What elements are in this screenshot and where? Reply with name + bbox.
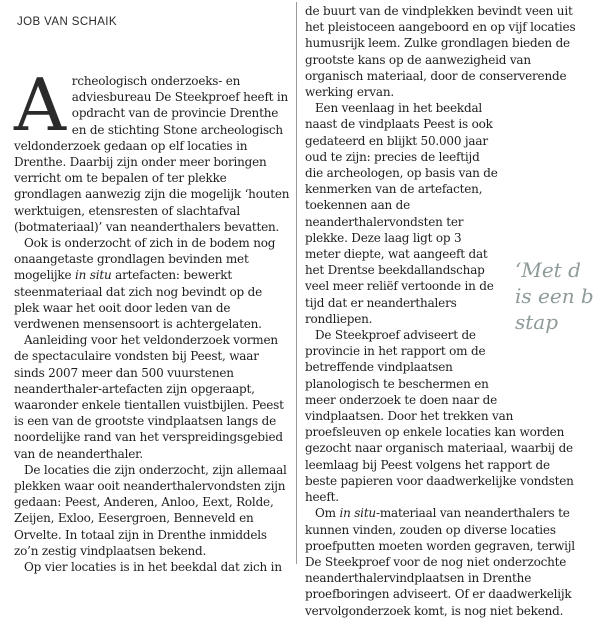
column-divider xyxy=(296,2,297,564)
pull-quote-line: ‘Met d xyxy=(515,258,581,282)
paragraph: Een veenlaag in het beekdal naast de vindplaats Peest is ook gedateerd en blijkt 50.000 jaar oud te zijn: precies de leeftijd die archeologen, op basis van de kenmerken van de artefacten, toekennen aan de neanderthalervondsten ter plekke. Deze laag ligt op 3 meter diepte, wat aangeeft dat het Drentse beekdallandschap veel meer reliëf vertoonde in de tijd dat er neanderthalers rondliepen. xyxy=(305,101,498,326)
pull-quote xyxy=(515,257,595,335)
paragraph: Ook is onderzocht of zich in de bodem nog onaangetaste grondlagen bevinden met mogelijke in situ artefacten: bewerkt steenmateriaal dat zich nog bevindt op de plek waar het ooit door leden van de verdwenen mensensoort is achtergelaten. xyxy=(14,236,276,332)
left-column xyxy=(14,63,290,575)
paragraph: de buurt van de vindplekken bevindt veen uit het pleistoceen aangeboord en op vijf locaties humusrijk leem. Zulke grondlagen bieden de grootste kans op de aanwezigheid van organisch materiaal, door de conserverende werking ervan. xyxy=(305,4,576,100)
paragraph: De locaties die zijn onderzocht, zijn allemaal plekken waar ooit neanderthalervondsten zijn gedaan: Peest, Anderen, Anloo, Eext, Rolde, Zeijen, Exloo, Eesergroen, Benneveld en Orvelte. In totaal zijn in Drenthe inmiddels zo’n zestig vindplaatsen bekend. xyxy=(14,462,287,558)
paragraph: Op vier locaties is in het beekdal dat zich in xyxy=(24,560,282,575)
paragraph: Aanleiding voor het veldonderzoek vormen de spectaculaire vondsten bij Peest, waar sinds 2007 meer dan 500 vuurstenen neanderthaler-artefacten zijn opgeraapt, waaronder enkele tientallen vuistbijlen. Peest is een van de grootste vindplaatsen langs de noordelijke rand van het verspreidingsgebied van de neanderthaler. xyxy=(14,333,284,461)
paragraph: Om in situ-materiaal van neanderthalers te kunnen vinden, zouden op diverse locaties proefputten moeten worden gegraven, terwijl De Steekproef voor de nog niet onderzochte neanderthalervindplaatsen in Drenthe proefboringen adviseert. Of er daadwerkelijk vervolgonderzoek komt, is nog niet bekend. xyxy=(305,506,575,618)
pull-quote-line: stap xyxy=(515,310,559,334)
drop-cap: A xyxy=(14,63,66,147)
byline: JOB VAN SCHAIK xyxy=(17,16,117,28)
paragraph: De Steekproef adviseert de provincie in het rapport om de betreffende vindplaatsen planologisch te beschermen en meer onderzoek te doen naar de vindplaatsen. Door het trekken van proefsleuven op enkele locaties kan worden gezocht naar organisch materiaal, waarbij de leemlaag bij Peest volgens het rapport de beste papieren voor daadwerkelijke vondsten heeft. xyxy=(305,328,574,505)
pull-quote-line: is een b xyxy=(515,284,594,308)
paragraph: rcheologisch onderzoeks- en adviesbureau De Steekproef heeft in opdracht van de provincie Drenthe en de stichting Stone archeologisch veldonderzoek gedaan op elf locaties in Drenthe. Daarbij zijn onder meer boringen verricht om te bepalen of ter plekke grondlagen aanwezig zijn die mogelijk ‘houten werktuigen, etensresten of slachtafval (botmateriaal)’ van neanderthalers bevatten. xyxy=(14,74,290,234)
